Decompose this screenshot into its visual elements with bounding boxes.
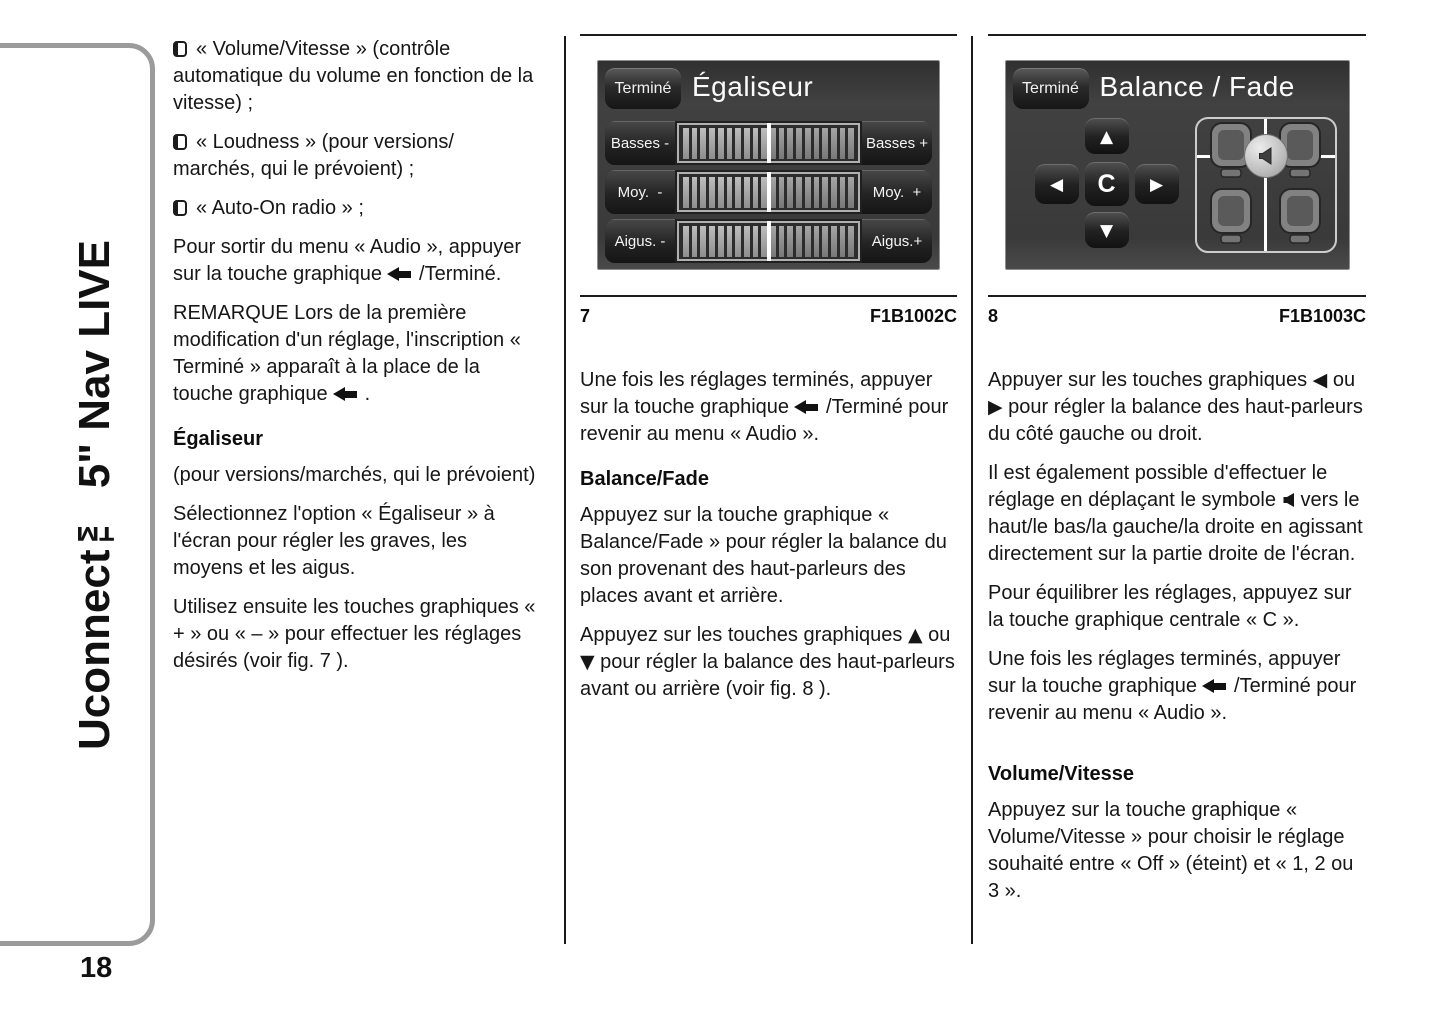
eq-bar — [692, 128, 698, 159]
eq-bar — [831, 128, 837, 159]
left-triangle-icon: ◀ — [1312, 369, 1328, 391]
paragraph-text: . — [364, 383, 371, 405]
eq-bar — [831, 226, 837, 257]
paragraph-return-audio — [988, 646, 1366, 727]
bullet-item — [173, 129, 538, 183]
eq-bar — [718, 226, 724, 257]
eq-bar — [814, 128, 820, 159]
eq-bar — [796, 177, 802, 208]
eq-bar — [805, 226, 811, 257]
paragraph-text: Il est également possible d'effectuer le réglage en déplaçant le symbole — [988, 462, 1328, 511]
paragraph-move-symbol — [988, 460, 1366, 568]
bullet-text: « Auto-On radio » ; — [196, 197, 364, 219]
paragraph-text: Une fois les réglages terminés, appuyer sur la touche graphique — [988, 648, 1341, 697]
figure-8 — [988, 34, 1366, 327]
eq-center-marker — [767, 172, 771, 212]
balance-screen-title: Balance / Fade — [1099, 71, 1295, 102]
paragraph-eq-2: Utilisez ensuite les touches graphiques « + » ou « – » pour effectuer les réglages désirés (voir fig. 7 ). — [173, 596, 536, 672]
eq-bar — [779, 128, 785, 159]
checkbox-bullet-icon — [173, 200, 187, 216]
eq-bar — [718, 177, 724, 208]
eq-bar — [840, 226, 846, 257]
eq-bar — [727, 177, 733, 208]
eq-bar — [718, 128, 724, 159]
figure-code: F1B1003C — [1278, 306, 1366, 326]
eq-minus-button[interactable]: Basses - — [605, 121, 675, 165]
seat-icon — [1277, 188, 1323, 246]
paragraph-text: /Terminé. — [419, 263, 502, 285]
down-triangle-icon: ▼ — [580, 651, 595, 673]
eq-plus-button[interactable]: Aigus.+ — [862, 219, 932, 263]
eq-bar — [692, 177, 698, 208]
eq-bar — [735, 177, 741, 208]
balance-fade-screen — [1005, 60, 1350, 270]
equalizer-row — [605, 170, 932, 214]
up-triangle-icon: ▲ — [907, 624, 923, 646]
eq-level-bars — [677, 123, 860, 163]
paragraph-text: pour régler la balance des haut-parleurs avant ou arrière (voir fig. 8 ). — [580, 651, 955, 700]
column-3 — [988, 34, 1366, 917]
speaker-icon — [1282, 492, 1297, 508]
paragraph-eq-1: Sélectionnez l'option « Égaliseur » à l'écran pour régler les graves, les moyens et les aigus. — [173, 503, 495, 579]
done-button[interactable]: Terminé — [605, 68, 681, 109]
eq-bar — [770, 177, 776, 208]
back-arrow-icon — [333, 387, 358, 401]
eq-bar — [779, 226, 785, 257]
balance-right-button[interactable]: ▶ — [1135, 164, 1179, 204]
eq-bar — [683, 226, 689, 257]
figure-caption — [580, 297, 957, 327]
bullet-text: « Volume/Vitesse » (contrôle automatique du volume en fonction de la vitesse) ; — [173, 38, 534, 114]
paragraph-text: /Terminé pour revenir au menu « Audio ». — [580, 396, 949, 445]
paragraph-text: vers le haut/le bas/la gauche/la droite en agissant directement sur la partie droite de l'écran. — [988, 489, 1363, 565]
paragraph-eq-subnote: (pour versions/marchés, qui le prévoient) — [173, 464, 536, 486]
paragraph-lr-balance — [988, 367, 1366, 448]
column-2-text — [580, 367, 957, 703]
eq-bar — [796, 226, 802, 257]
eq-bar — [787, 226, 793, 257]
figure-number: 7 — [580, 306, 591, 326]
bullet-item — [173, 36, 538, 117]
checkbox-bullet-icon — [173, 41, 187, 57]
eq-bar — [700, 177, 706, 208]
column-2 — [580, 34, 957, 715]
eq-bar — [848, 226, 854, 257]
column-1 — [173, 36, 538, 687]
seat-icon — [1208, 188, 1254, 246]
eq-bar — [753, 226, 759, 257]
paragraph-text: Appuyez sur les touches graphiques — [580, 624, 903, 646]
eq-bar — [814, 177, 820, 208]
eq-bar — [840, 128, 846, 159]
column-divider — [564, 36, 566, 944]
eq-bar — [753, 128, 759, 159]
eq-bar — [692, 226, 698, 257]
balance-down-button[interactable]: ▼ — [1085, 212, 1129, 248]
column-divider — [971, 36, 973, 944]
equalizer-row — [605, 219, 932, 263]
eq-bar — [709, 128, 715, 159]
eq-bar — [735, 128, 741, 159]
back-arrow-icon — [794, 400, 819, 414]
paragraph-text: ou — [1327, 369, 1356, 391]
right-triangle-icon: ▶ — [988, 396, 1003, 418]
paragraph-text: Une fois les réglages terminés, appuyer sur la touche graphique — [580, 369, 933, 418]
eq-bar — [805, 128, 811, 159]
page-number: 18 — [80, 952, 113, 984]
eq-bar — [822, 128, 828, 159]
figure-number: 8 — [988, 306, 999, 326]
paragraph-text: ou — [922, 624, 951, 646]
eq-bar — [787, 128, 793, 159]
eq-bar — [700, 128, 706, 159]
eq-bar — [727, 226, 733, 257]
eq-bar — [770, 226, 776, 257]
paragraph-text: Appuyer sur les touches graphiques — [988, 369, 1308, 391]
equalizer-row — [605, 121, 932, 165]
bullet-text: « Loudness » (pour versions/ marchés, qui le prévoient) ; — [173, 131, 454, 180]
paragraph-return-audio — [580, 367, 957, 448]
paragraph-bf-1: Appuyez sur la touche graphique « Balance/Fade » pour régler la balance du son provenant des haut-parleurs des places avant et arrière. — [580, 504, 947, 607]
eq-minus-button[interactable]: Moy. - — [605, 170, 675, 214]
eq-bar — [848, 177, 854, 208]
equalizer-rows — [605, 121, 932, 268]
eq-bar — [753, 177, 759, 208]
eq-bar — [709, 226, 715, 257]
paragraph-vv-1: Appuyez sur la touche graphique « Volume/Vitesse » pour choisir le réglage souhaité entre « Off » (éteint) et « 1, 2 ou 3 ». — [988, 799, 1354, 902]
chapter-title: Uconnect™ 5" Nav LIVE — [70, 240, 119, 750]
eq-level-bars — [677, 172, 860, 212]
eq-bar — [814, 226, 820, 257]
equalizer-screen — [597, 60, 940, 270]
eq-bar — [840, 177, 846, 208]
column-3-text — [988, 367, 1366, 905]
done-button[interactable]: Terminé — [1013, 68, 1089, 109]
eq-bar — [822, 177, 828, 208]
speaker-position-handle[interactable] — [1244, 134, 1288, 178]
eq-bar — [709, 177, 715, 208]
eq-bar — [848, 128, 854, 159]
eq-plus-button[interactable]: Moy. + — [862, 170, 932, 214]
seats-map[interactable] — [1195, 117, 1337, 253]
balance-center-button[interactable]: C — [1085, 162, 1129, 206]
eq-center-marker — [767, 221, 771, 261]
paragraph-text: /Terminé pour revenir au menu « Audio ». — [988, 675, 1357, 724]
speaker-icon — [1255, 145, 1277, 167]
paragraph-bf-2 — [580, 622, 957, 703]
figure-rule — [580, 34, 957, 36]
eq-bar — [822, 226, 828, 257]
eq-bar — [831, 177, 837, 208]
heading-egaliseur: Égaliseur — [173, 428, 264, 450]
checkbox-bullet-icon — [173, 134, 187, 150]
figure-caption — [988, 297, 1366, 327]
back-arrow-icon — [1202, 679, 1227, 693]
paragraph-text: Pour sortir du menu « Audio », appuyer sur la touche graphique — [173, 236, 521, 285]
eq-bar — [735, 226, 741, 257]
heading-volume-vitesse: Volume/Vitesse — [988, 763, 1134, 785]
balance-up-button[interactable]: ▲ — [1085, 118, 1129, 154]
paragraph-exit-audio — [173, 234, 538, 288]
balance-left-button[interactable]: ◀ — [1035, 164, 1079, 204]
heading-balance-fade: Balance/Fade — [580, 468, 709, 490]
equalizer-screen-title: Égaliseur — [692, 71, 814, 102]
eq-bar — [744, 177, 750, 208]
eq-minus-button[interactable]: Aigus. - — [605, 219, 675, 263]
eq-bar — [779, 177, 785, 208]
paragraph-remark — [173, 300, 538, 408]
eq-bar — [727, 128, 733, 159]
paragraph-text: pour régler la balance des haut-parleurs du côté gauche ou droit. — [988, 396, 1363, 445]
eq-bar — [683, 128, 689, 159]
eq-bar — [805, 177, 811, 208]
eq-center-marker — [767, 123, 771, 163]
paragraph-text: REMARQUE Lors de la première modification d'un réglage, l'inscription « Terminé » apparaît à la place de la touche graphique — [173, 302, 521, 405]
figure-7 — [580, 34, 957, 327]
eq-bar — [796, 128, 802, 159]
eq-bar — [700, 226, 706, 257]
bullet-item — [173, 195, 538, 222]
paragraph-center-c: Pour équilibrer les réglages, appuyez sur la touche graphique centrale « C ». — [988, 582, 1352, 631]
eq-bar — [770, 128, 776, 159]
eq-bar — [683, 177, 689, 208]
eq-level-bars — [677, 221, 860, 261]
eq-bar — [787, 177, 793, 208]
eq-bar — [744, 128, 750, 159]
eq-plus-button[interactable]: Basses + — [862, 121, 932, 165]
back-arrow-icon — [387, 267, 412, 281]
eq-bar — [744, 226, 750, 257]
figure-rule — [988, 34, 1366, 36]
figure-code: F1B1002C — [869, 306, 957, 326]
